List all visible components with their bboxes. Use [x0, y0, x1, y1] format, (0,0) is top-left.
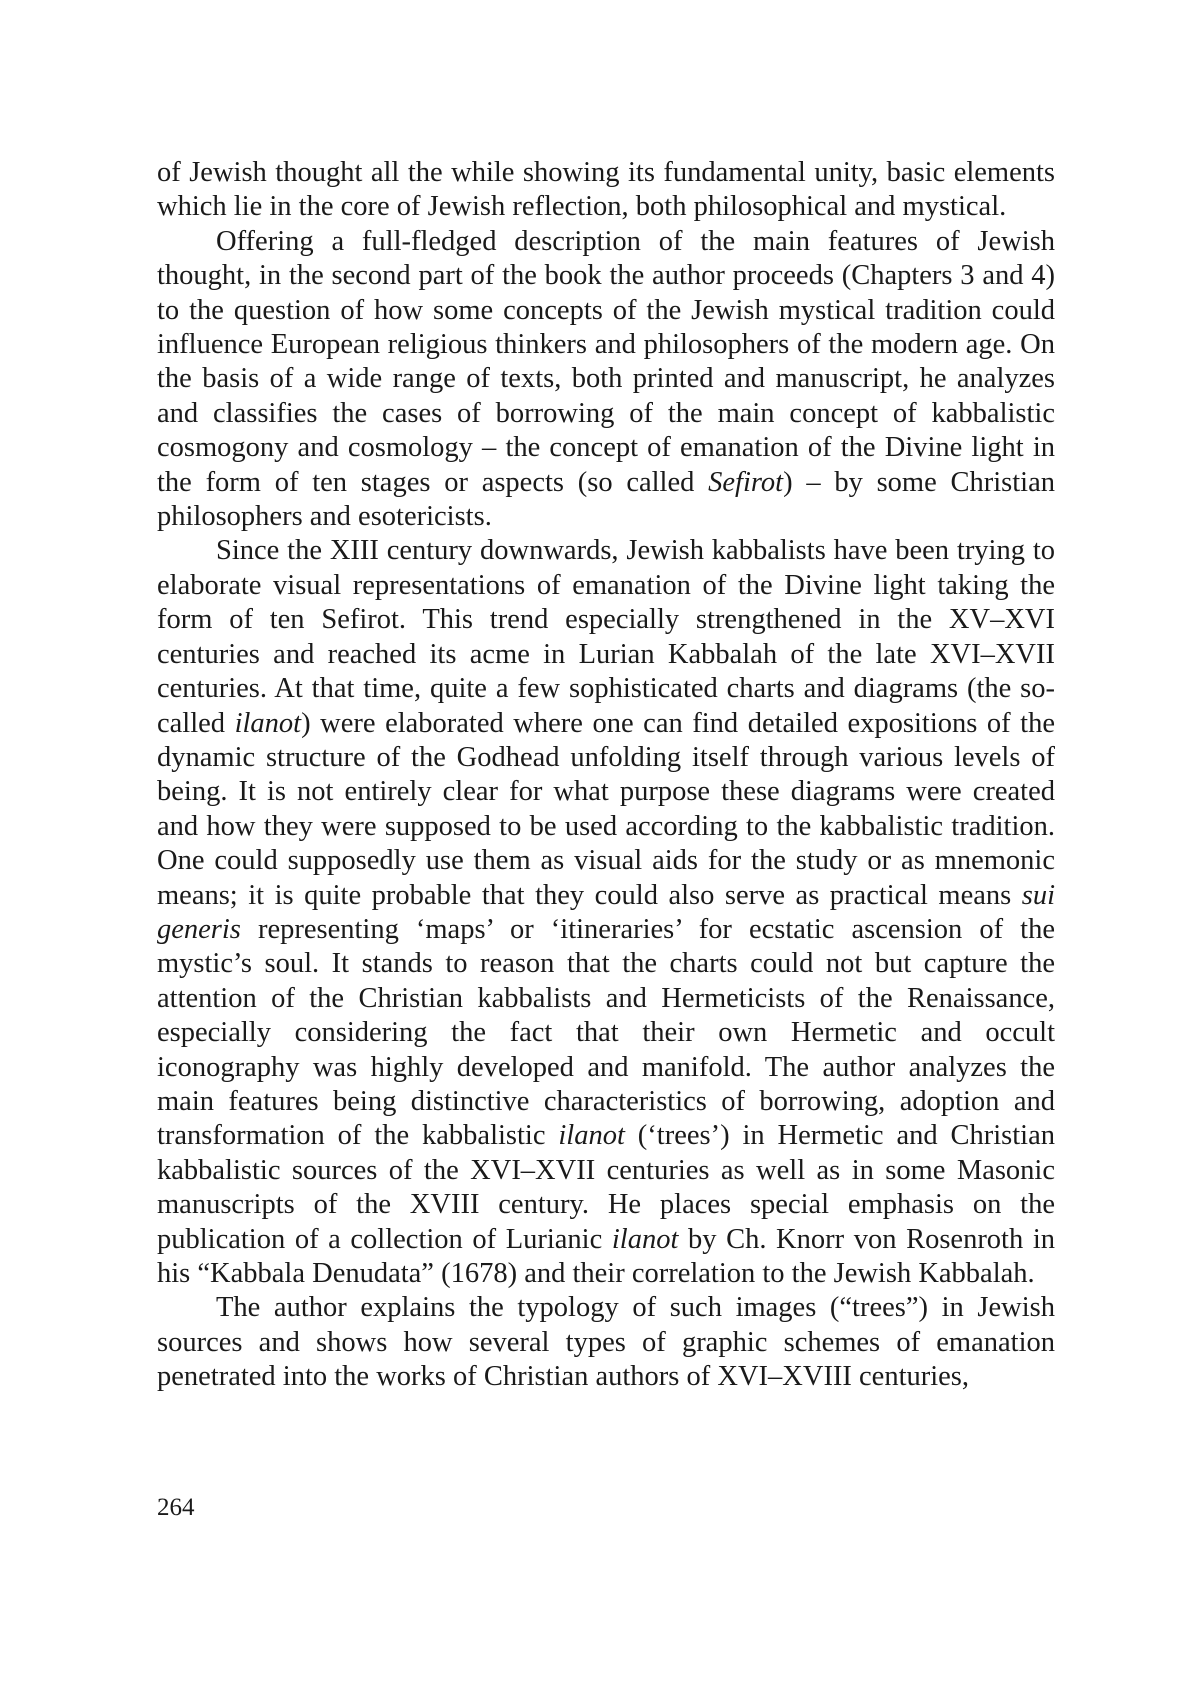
- text-segment: ) – by some Christian philosophers and esotericists.: [157, 466, 1055, 533]
- text-segment: (‘trees’) in Hermetic and Christian kabbalistic sources of the XVI–XVII centuries as well as in some Masonic manuscripts of the XVIII century. He places special emphasis on the publication of a collection of Lurianic: [157, 1120, 1055, 1255]
- text-segment: ) were elaborated where one can find detailed expositions of the dynamic structure of the Godhead unfolding itself through various levels of being. It is not entirely clear for what purpose these diagrams were created and how they were supposed to be used according to the kabbalistic tradition. One could supposedly use them as visual aids for the study or as mnemonic means; it is quite probable that they could also serve as practical means: [157, 707, 1055, 911]
- text-segment: by Ch. Knorr von Rosenroth in his “Kabbala Denudata” (1678) and their correlation to the Jewish Kabbalah.: [157, 1223, 1055, 1289]
- text-segment: representing ‘maps’ or ‘itineraries’ for ecstatic ascension of the mystic’s soul. It stands to reason that the charts could not but capture the attention of the Christian kabbalists and Hermeticists of the Renaissance, especially considering the fact that their own Hermetic and occult iconography was highly developed and manifold. The author analyzes the main features being distinctive characteristics of borrowing, adoption and transformation of the kabbalistic: [157, 913, 1055, 1152]
- italic-term-ilanot: ilanot: [611, 1223, 679, 1255]
- italic-term-ilanot: ilanot: [234, 707, 302, 739]
- text-segment: of Jewish thought all the while showing its fundamental unity, basic elements which lie in the core of Jewish reflection, both philosophical and mystical.: [157, 157, 1055, 223]
- page-number: 264: [157, 1494, 195, 1521]
- body-text: [157, 156, 1055, 1395]
- italic-term-ilanot: ilanot: [558, 1120, 625, 1152]
- paragraph-continuation: [157, 156, 1055, 225]
- text-segment: Offering a full-fledged description of the main features of Jewish thought, in the second part of the book the author proceeds (Chapters 3 and 4) to the question of how some concepts of the Jewish mystical tradition could influence European religious thinkers and philosophers of the modern age. On the basis of a wide range of texts, both printed and manuscript, he analyzes and classifies the cases of borrowing of the main concept of kabbalistic cosmogony and cosmology – the concept of emanation of the Divine light in the form of ten stages or aspects (so called: [157, 225, 1055, 498]
- paragraph-description: [157, 225, 1055, 535]
- italic-term-sefirot: Sefirot: [708, 466, 784, 498]
- text-segment: Since the XIII century downwards, Jewish kabbalists have been trying to elaborate visual representations of emanation of the Divine light taking the form of ten Sefirot. This trend especially strengthened in the XV–XVI centuries and reached its acme in Lurian Kabbalah of the late XVI–XVII centuries. At that time, quite a few sophisticated charts and diagrams (the so-called: [157, 535, 1055, 739]
- text-segment: The author explains the typology of such images (“trees”) in Jewish sources and shows how several types of graphic schemes of emanation penetrated into the works of Christian authors of XVI–XVIII centuries,: [157, 1292, 1055, 1393]
- paragraph-ilanot: [157, 534, 1055, 1291]
- italic-term-sui-generis: sui generis: [157, 879, 1055, 945]
- paragraph-typology: [157, 1291, 1055, 1394]
